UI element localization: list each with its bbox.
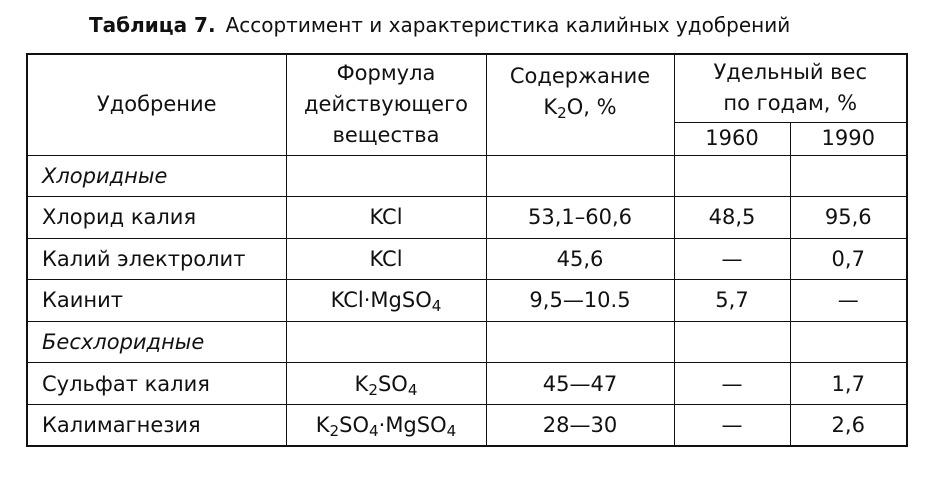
share-1990-cell bbox=[790, 238, 907, 280]
table-group-row bbox=[27, 321, 907, 363]
header-formula bbox=[286, 54, 486, 155]
empty-cell bbox=[486, 155, 674, 197]
header-content-k: K bbox=[543, 95, 558, 119]
header-formula-line1: Формула bbox=[336, 61, 436, 86]
header-year-1960 bbox=[674, 122, 790, 155]
share-1990-cell bbox=[790, 363, 907, 405]
formula-text: KCl·MgSO bbox=[330, 288, 432, 313]
caption-label: Таблица 7. bbox=[89, 13, 216, 37]
fertilizer-name: Сульфат калия bbox=[42, 371, 210, 396]
fertilizer-name-cell bbox=[27, 280, 286, 322]
fertilizer-name-cell bbox=[27, 238, 286, 280]
formula-subscript: 2 bbox=[329, 421, 340, 440]
empty-cell bbox=[486, 321, 674, 363]
empty-cell bbox=[286, 321, 486, 363]
share-1990-value: 0,7 bbox=[831, 246, 865, 271]
content-cell bbox=[486, 363, 674, 405]
group-label: Бесхлоридные bbox=[42, 330, 205, 355]
share-1960-value: — bbox=[721, 246, 743, 271]
content-value: 45—47 bbox=[542, 371, 618, 396]
share-1990-cell bbox=[790, 197, 907, 239]
empty-cell bbox=[674, 155, 790, 197]
fertilizer-name: Хлорид калия bbox=[42, 205, 197, 230]
share-1960-cell bbox=[674, 197, 790, 239]
formula-subscript: 4 bbox=[407, 380, 418, 399]
group-label-cell bbox=[27, 321, 286, 363]
header-content-line1: Содержание bbox=[509, 64, 651, 88]
table-row bbox=[27, 404, 907, 446]
fertilizer-name: Каинит bbox=[42, 288, 124, 313]
content-value: 9,5—10.5 bbox=[529, 288, 631, 313]
formula-text: SO bbox=[377, 371, 408, 396]
fertilizer-name-cell bbox=[27, 197, 286, 239]
header-content-rest: O, % bbox=[566, 95, 617, 119]
fertilizer-name-cell bbox=[27, 363, 286, 405]
share-1990-cell bbox=[790, 280, 907, 322]
header-content bbox=[486, 54, 674, 155]
header-formula-line3: вещества bbox=[332, 123, 440, 148]
header-formula-line2: действующего bbox=[304, 92, 468, 117]
content-value: 45,6 bbox=[556, 246, 604, 271]
formula-cell bbox=[286, 363, 486, 405]
share-1960-value: — bbox=[721, 371, 743, 396]
table-row bbox=[27, 197, 907, 239]
content-value: 28—30 bbox=[542, 412, 618, 437]
header-content-line2 bbox=[487, 92, 674, 123]
group-label: Хлоридные bbox=[42, 163, 168, 188]
formula-text: K bbox=[315, 412, 330, 437]
table-row bbox=[27, 238, 907, 280]
formula-text: KCl bbox=[369, 205, 403, 230]
formula-cell bbox=[286, 238, 486, 280]
table-caption bbox=[89, 8, 889, 42]
group-label-cell bbox=[27, 155, 286, 197]
table-row bbox=[27, 363, 907, 405]
formula-text: K bbox=[354, 371, 369, 396]
share-1960-cell bbox=[674, 238, 790, 280]
share-1960-value: — bbox=[721, 412, 743, 437]
share-1960-cell bbox=[674, 280, 790, 322]
formula-subscript: 2 bbox=[368, 380, 378, 399]
content-cell bbox=[486, 197, 674, 239]
content-cell bbox=[486, 280, 674, 322]
header-share bbox=[674, 54, 907, 122]
share-1960-value: 5,7 bbox=[715, 288, 749, 313]
empty-cell bbox=[790, 321, 907, 363]
header-fertilizer-label: Удобрение bbox=[96, 92, 217, 117]
header-year-1990-label: 1990 bbox=[821, 126, 875, 150]
table-body bbox=[27, 155, 907, 446]
header-year-1990 bbox=[790, 122, 907, 155]
header-fertilizer bbox=[27, 54, 286, 155]
content-cell bbox=[486, 404, 674, 446]
share-1990-value: 1,7 bbox=[831, 371, 865, 396]
share-1960-cell bbox=[674, 363, 790, 405]
formula-subscript: 4 bbox=[369, 421, 379, 440]
fertilizer-name: Калимагнезия bbox=[42, 412, 201, 437]
fertilizer-table bbox=[26, 53, 908, 447]
table-row bbox=[27, 280, 907, 322]
header-share-line1: Удельный вес bbox=[713, 60, 868, 85]
empty-cell bbox=[286, 155, 486, 197]
share-1990-value: — bbox=[837, 288, 859, 313]
share-1990-value: 2,6 bbox=[831, 412, 865, 437]
empty-cell bbox=[674, 321, 790, 363]
fertilizer-name: Калий электролит bbox=[42, 246, 246, 271]
content-cell bbox=[486, 238, 674, 280]
formula-subscript: 4 bbox=[446, 421, 457, 440]
header-year-1960-label: 1960 bbox=[705, 126, 759, 150]
formula-text: KCl bbox=[369, 246, 403, 271]
empty-cell bbox=[790, 155, 907, 197]
share-1990-cell bbox=[790, 404, 907, 446]
share-1960-value: 48,5 bbox=[708, 205, 756, 230]
share-1960-cell bbox=[674, 404, 790, 446]
header-share-line2: по годам, % bbox=[723, 91, 858, 116]
formula-cell bbox=[286, 280, 486, 322]
table-group-row bbox=[27, 155, 907, 197]
formula-text: ·MgSO bbox=[378, 412, 447, 437]
formula-cell bbox=[286, 404, 486, 446]
share-1990-value: 95,6 bbox=[824, 205, 872, 230]
fertilizer-name-cell bbox=[27, 404, 286, 446]
formula-cell bbox=[286, 197, 486, 239]
content-value: 53,1–60,6 bbox=[527, 205, 632, 230]
formula-text: SO bbox=[339, 412, 370, 437]
header-content-sub: 2 bbox=[557, 103, 567, 122]
caption-title: Ассортимент и характеристика калийных удобрений bbox=[225, 13, 791, 37]
formula-subscript: 4 bbox=[431, 297, 442, 316]
